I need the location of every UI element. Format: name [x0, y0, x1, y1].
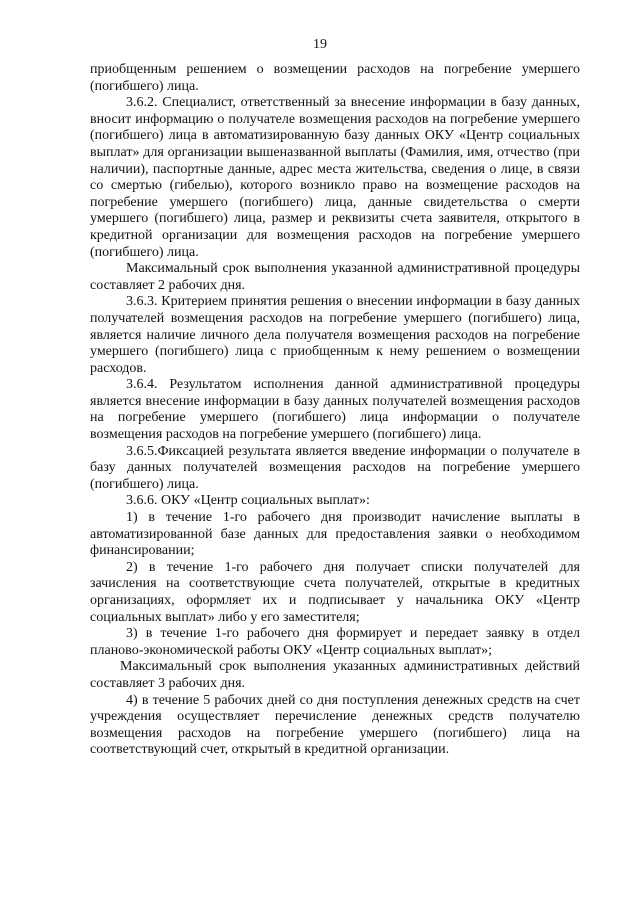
paragraph: 3) в течение 1-го рабочего дня формирует и передает заявку в отдел планово-экономической работы ОКУ «Центр социальных выплат»;	[90, 626, 580, 658]
paragraph: приобщенным решением о возмещении расходов на погребение умершего (погибшего) лица.	[90, 62, 580, 94]
paragraph: 3.6.5.Фиксацией результата является введение информации о получателе в базу данных получателей возмещения расходов на погребение умершего (погибшего) лица.	[90, 443, 580, 492]
page-number: 19	[313, 37, 327, 52]
paragraph: 3.6.3. Критерием принятия решения о внесении информации в базу данных получателей возмещения расходов на погребение умершего (погибшего) лица, является наличие личного дела получателя возмещения расходов на погребение умершего (погибшего) лица с приобщенным к нему решением о возмещении расходов.	[90, 294, 580, 376]
paragraph: 4) в течение 5 рабочих дней со дня поступления денежных средств на счет учреждения осуществляет перечисление денежных средств получателю возмещения расходов на погребение умершего (погибшего) лица на соответствующий счет, открытый в кредитной организации.	[90, 692, 580, 758]
paragraph: 3.6.4. Результатом исполнения данной административной процедуры является внесение информации в базу данных получателей возмещения расходов на погребение умершего (погибшего) лица информации о получателе возмещения расходов на погребение умершего (погибшего) лица.	[90, 377, 580, 443]
paragraph: 2) в течение 1-го рабочего дня получает списки получателей для зачисления на соответствующие счета получателей, открытые в кредитных организациях, оформляет их и подписывает у начальника ОКУ «Центр социальных выплат» либо у его заместителя;	[90, 559, 580, 625]
body-text	[90, 62, 580, 759]
paragraph: 3.6.2. Специалист, ответственный за внесение информации в базу данных, вносит информацию о получателе возмещения расходов на погребение умершего (погибшего) лица в автоматизированную базу данных ОКУ «Центр социальных выплат» для организации вышеназванной выплаты (Фамилия, имя, отчество (при наличии), паспортные данные, адрес места жительства, сведения о лице, в связи со смертью (гибелью), которого возникло право на возмещение расходов на погребение умершего (погибшего) лица, данные свидетельства о смерти умершего (погибшего) лица, размер и реквизиты счета заявителя, открытого в кредитной организации для возмещения расходов на погребение умершего (погибшего) лица.	[90, 95, 580, 260]
paragraph: Максимальный срок выполнения указанной административной процедуры составляет 2 рабочих дня.	[90, 261, 580, 293]
paragraph: 1) в течение 1-го рабочего дня производит начисление выплаты в автоматизированной базе данных для предоставления заявки о необходимом финансировании;	[90, 510, 580, 559]
paragraph: Максимальный срок выполнения указанных административных действий составляет 3 рабочих дня.	[90, 659, 580, 691]
paragraph: 3.6.6. ОКУ «Центр социальных выплат»:	[126, 493, 370, 509]
